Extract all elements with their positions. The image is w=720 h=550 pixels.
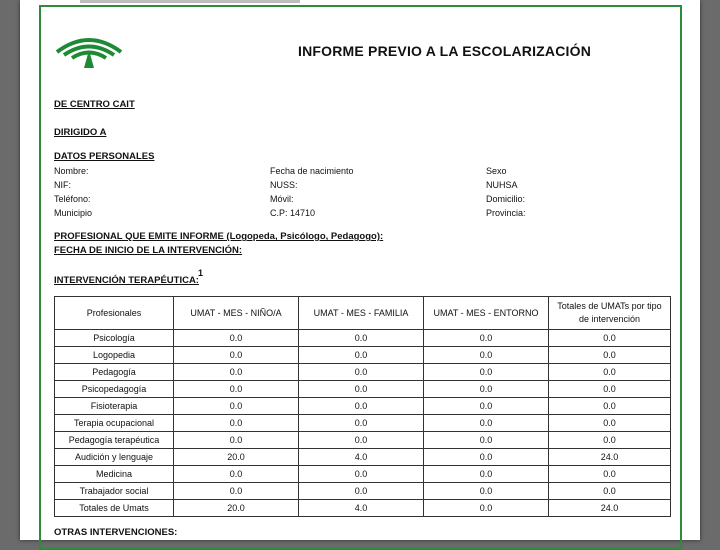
col-header-entorno: UMAT - MES - ENTORNO: [424, 297, 549, 330]
col-header-familia: UMAT - MES - FAMILIA: [299, 297, 424, 330]
field-municipio: Municipio: [54, 208, 93, 218]
table-row: [55, 364, 671, 381]
umat-value-cell: 0.0: [174, 347, 299, 364]
professional-heading: PROFESIONAL QUE EMITE INFORME (Logopeda, Psicólogo, Pedagogo):: [54, 231, 384, 242]
table-row: [55, 466, 671, 483]
umat-value-cell: 0.0: [424, 415, 549, 432]
umat-value-cell: 0.0: [424, 381, 549, 398]
umat-value-cell: 0.0: [174, 398, 299, 415]
from-center-heading: DE CENTRO CAIT: [54, 99, 135, 110]
umat-value-cell: 0.0: [424, 364, 549, 381]
field-nuss: NUSS:: [270, 180, 298, 190]
field-nuhsa: NUHSA: [486, 180, 518, 190]
table-row: [55, 500, 671, 517]
table-row: [55, 330, 671, 347]
row-label-cell: Logopedia: [55, 347, 174, 364]
umat-value-cell: 20.0: [174, 449, 299, 466]
other-interventions-heading: OTRAS INTERVENCIONES:: [54, 527, 178, 538]
umat-value-cell: 0.0: [174, 432, 299, 449]
umat-value-cell: 0.0: [299, 483, 424, 500]
umat-value-cell: 0.0: [549, 347, 671, 364]
umat-value-cell: 0.0: [549, 364, 671, 381]
umat-value-cell: 24.0: [549, 449, 671, 466]
umat-value-cell: 0.0: [549, 483, 671, 500]
umat-value-cell: 0.0: [174, 483, 299, 500]
row-label-cell: Totales de Umats: [55, 500, 174, 517]
umat-value-cell: 0.0: [549, 415, 671, 432]
umat-value-cell: 0.0: [424, 330, 549, 347]
umat-value-cell: 0.0: [424, 347, 549, 364]
row-label-cell: Trabajador social: [55, 483, 174, 500]
umat-value-cell: 0.0: [174, 466, 299, 483]
field-telefono: Teléfono:: [54, 194, 91, 204]
umat-value-cell: 0.0: [549, 466, 671, 483]
table-row: [55, 347, 671, 364]
document-page: [20, 0, 700, 540]
row-label-cell: Pedagogía: [55, 364, 174, 381]
row-label-cell: Psicología: [55, 330, 174, 347]
field-movil: Móvil:: [270, 194, 294, 204]
table-row: [55, 432, 671, 449]
umat-value-cell: 24.0: [549, 500, 671, 517]
umat-value-cell: 0.0: [299, 432, 424, 449]
field-nif: NIF:: [54, 180, 71, 190]
therapy-heading: INTERVENCIÓN TERAPÉUTICA:: [54, 275, 199, 286]
umat-value-cell: 0.0: [174, 364, 299, 381]
umat-value-cell: 0.0: [299, 330, 424, 347]
addressed-to-heading: DIRIGIDO A: [54, 127, 107, 138]
umat-value-cell: 20.0: [174, 500, 299, 517]
table-body: [55, 330, 671, 517]
umat-value-cell: 0.0: [174, 330, 299, 347]
field-fecha-nacimiento: Fecha de nacimiento: [270, 166, 354, 176]
umat-value-cell: 0.0: [299, 466, 424, 483]
row-label-cell: Fisioterapia: [55, 398, 174, 415]
umat-value-cell: 0.0: [299, 347, 424, 364]
row-label-cell: Audición y lenguaje: [55, 449, 174, 466]
umat-value-cell: 0.0: [424, 500, 549, 517]
col-header-profesionales: Profesionales: [55, 297, 174, 330]
field-sexo: Sexo: [486, 166, 507, 176]
top-scan-strip: [80, 0, 300, 3]
document-title: INFORME PREVIO A LA ESCOLARIZACIÓN: [298, 43, 592, 59]
umat-value-cell: 0.0: [549, 330, 671, 347]
row-label-cell: Terapia ocupacional: [55, 415, 174, 432]
field-provincia: Provincia:: [486, 208, 526, 218]
row-label-cell: Medicina: [55, 466, 174, 483]
umat-value-cell: 0.0: [424, 432, 549, 449]
umat-value-cell: 0.0: [424, 398, 549, 415]
table-row: [55, 398, 671, 415]
umat-table: [54, 296, 671, 517]
umat-value-cell: 0.0: [299, 364, 424, 381]
row-label-cell: Psicopedagogía: [55, 381, 174, 398]
table-header-row: [55, 297, 671, 330]
umat-value-cell: 0.0: [299, 415, 424, 432]
umat-value-cell: 0.0: [549, 381, 671, 398]
field-nombre: Nombre:: [54, 166, 89, 176]
table-row: [55, 415, 671, 432]
junta-andalucia-logo-icon: [54, 30, 124, 70]
table-row: [55, 381, 671, 398]
field-domicilio: Domicilio:: [486, 194, 526, 204]
umat-value-cell: 0.0: [424, 483, 549, 500]
umat-value-cell: 0.0: [174, 381, 299, 398]
table-row: [55, 449, 671, 466]
personal-data-heading: DATOS PERSONALES: [54, 151, 155, 162]
col-header-totales: Totales de UMATs por tipo de intervención: [549, 297, 671, 330]
umat-value-cell: 0.0: [299, 381, 424, 398]
umat-value-cell: 0.0: [174, 415, 299, 432]
umat-value-cell: 0.0: [549, 398, 671, 415]
row-label-cell: Pedagogía terapéutica: [55, 432, 174, 449]
umat-value-cell: 0.0: [299, 398, 424, 415]
umat-value-cell: 0.0: [424, 466, 549, 483]
start-date-heading: FECHA DE INICIO DE LA INTERVENCIÓN:: [54, 245, 243, 256]
table-row: [55, 483, 671, 500]
umat-value-cell: 0.0: [549, 432, 671, 449]
footnote-mark: 1: [198, 268, 204, 278]
umat-value-cell: 0.0: [424, 449, 549, 466]
umat-value-cell: 4.0: [299, 449, 424, 466]
field-cp: C.P: 14710: [270, 208, 316, 218]
umat-value-cell: 4.0: [299, 500, 424, 517]
col-header-nino: UMAT - MES - NIÑO/A: [174, 297, 299, 330]
